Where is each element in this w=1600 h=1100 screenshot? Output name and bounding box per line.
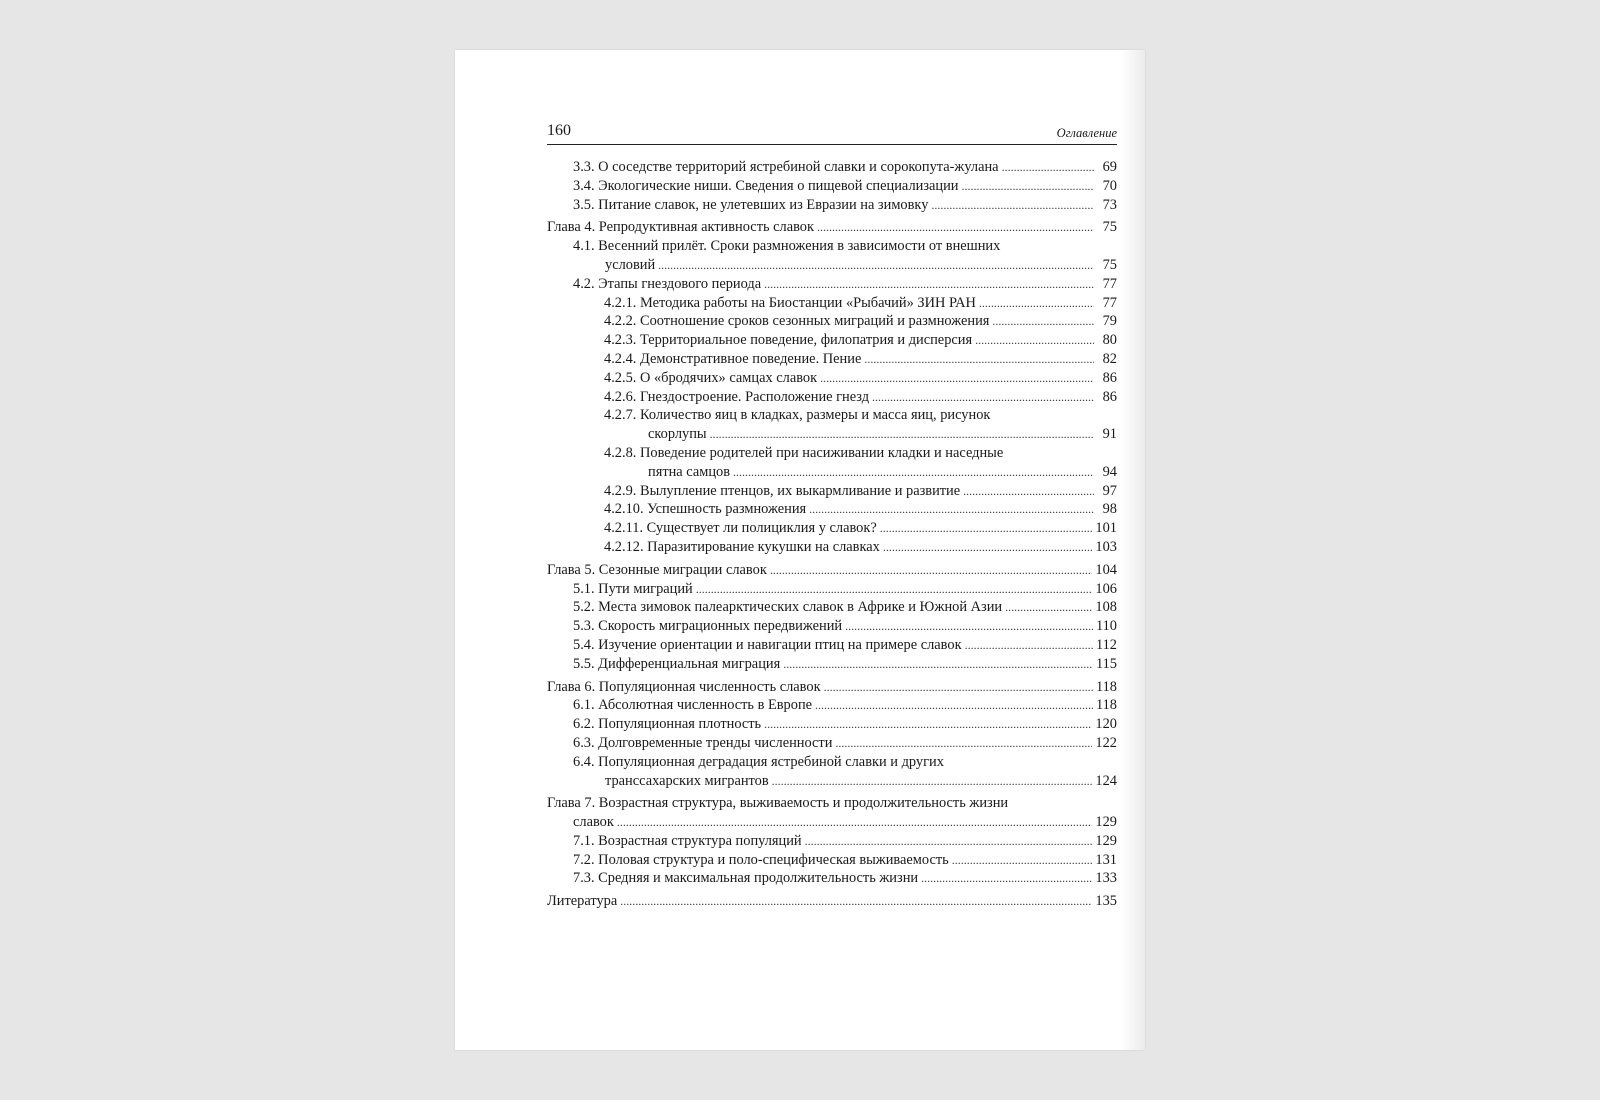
toc-entry-title: 5.1. Пути миграций <box>573 580 693 597</box>
toc-entry-title: 7.3. Средняя и максимальная продолжительность жизни <box>573 870 919 887</box>
toc-entry-title: 5.2. Места зимовок палеарктических славок в Африке и Южной Азии <box>573 599 1003 616</box>
toc-entry-row <box>547 218 1117 237</box>
toc-entry-row <box>547 294 1117 313</box>
dot-leader <box>835 734 1092 753</box>
toc-entry-title: 5.4. Изучение ориентации и навигации птиц на примере славок <box>573 636 962 653</box>
dot-leader <box>872 388 1094 407</box>
toc-page-number: 69 <box>1102 159 1117 175</box>
toc-entry-row <box>547 561 1117 580</box>
toc-entry-row <box>547 655 1117 674</box>
toc-section-entry <box>547 598 1117 617</box>
dot-leader <box>921 869 1092 888</box>
toc-entry-row <box>547 851 1117 870</box>
toc-entry-row <box>547 715 1117 734</box>
table-of-contents <box>547 158 1117 911</box>
toc-entry-title: 4.2.12. Паразитирование кукушки на славках <box>604 538 880 555</box>
dot-leader <box>963 482 1094 501</box>
toc-page-number: 77 <box>1102 275 1117 292</box>
toc-entry-title: 4.2.8. Поведение родителей при насиживании кладки и наседные <box>604 444 1004 461</box>
toc-entry-first-line <box>547 237 1117 256</box>
toc-subsection-entry <box>547 331 1117 350</box>
toc-entry-title: 4.2.3. Территориальное поведение, филопатрия и дисперсия <box>604 332 973 349</box>
toc-entry-title: Литература <box>547 893 618 910</box>
page-number: 160 <box>547 122 571 139</box>
toc-entry-row <box>547 636 1117 655</box>
toc-entry-title: 3.4. Экологические ниши. Сведения о пищевой специализации <box>573 177 959 194</box>
toc-page-number: 108 <box>1095 599 1117 616</box>
toc-page-number: 131 <box>1095 851 1117 868</box>
toc-page-number: 82 <box>1102 350 1117 367</box>
toc-entry-title: 4.2.10. Успешность размножения <box>604 501 807 518</box>
toc-entry-title: 4.2.7. Количество яиц в кладках, размеры и масса яиц, рисунок <box>604 407 991 424</box>
toc-page-number: 98 <box>1102 501 1117 518</box>
dot-leader <box>809 500 1094 519</box>
toc-entry-title: 4.1. Весенний прилёт. Сроки размножения в зависимости от внешних <box>573 238 1001 255</box>
toc-entry-row <box>547 538 1117 557</box>
dot-leader <box>733 463 1094 482</box>
toc-entry-row <box>547 869 1117 888</box>
toc-section-entry <box>547 636 1117 655</box>
toc-entry-row <box>547 425 1117 444</box>
toc-entry-title: 4.2.6. Гнездостроение. Расположение гнезд <box>604 388 870 405</box>
dot-leader <box>820 369 1094 388</box>
toc-entry-title: Глава 4. Репродуктивная активность славок <box>547 219 814 236</box>
toc-page-number: 106 <box>1095 580 1117 597</box>
toc-entry-row <box>547 331 1117 350</box>
toc-entry-row <box>547 388 1117 407</box>
toc-entry-title: 6.1. Абсолютная численность в Европе <box>573 697 813 714</box>
dot-leader <box>979 294 1094 313</box>
toc-section-entry <box>547 734 1117 753</box>
book-page <box>455 50 1145 1050</box>
toc-page-number: 101 <box>1095 520 1117 537</box>
toc-entry-title: 3.3. О соседстве территорий ястребиной славки и сорокопута-жулана <box>573 159 999 175</box>
toc-entry-row <box>547 519 1117 538</box>
dot-leader <box>620 892 1092 911</box>
toc-page-number: 77 <box>1102 294 1117 311</box>
toc-section-entry <box>547 696 1117 715</box>
toc-entry-title: 4.2.2. Соотношение сроков сезонных миграций и размножения <box>604 313 990 330</box>
toc-page-number: 124 <box>1095 772 1117 789</box>
toc-subsection-entry <box>547 312 1117 331</box>
toc-section-entry <box>547 580 1117 599</box>
toc-page-number: 70 <box>1102 177 1117 194</box>
toc-chapter-entry <box>547 218 1117 237</box>
toc-section-entry <box>547 655 1117 674</box>
dot-leader <box>783 655 1093 674</box>
toc-page-number: 97 <box>1102 482 1117 499</box>
toc-entry-title: 5.3. Скорость миграционных передвижений <box>573 618 843 635</box>
toc-section-entry <box>547 869 1117 888</box>
toc-entry-title: 6.3. Долговременные тренды численности <box>573 734 833 751</box>
toc-page-number: 129 <box>1095 832 1117 849</box>
toc-entry-row <box>547 463 1117 482</box>
toc-entry-row <box>547 482 1117 501</box>
dot-leader <box>931 196 1094 215</box>
dot-leader <box>1002 158 1094 177</box>
toc-entry-title: 3.5. Питание славок, не улетевших из Евразии на зимовку <box>573 196 929 213</box>
dot-leader <box>883 538 1093 557</box>
toc-subsection-entry <box>547 350 1117 369</box>
toc-entry-row <box>547 369 1117 388</box>
toc-entry-title: Глава 5. Сезонные миграции славок <box>547 561 767 578</box>
dot-leader <box>658 256 1094 275</box>
toc-page-number: 103 <box>1095 538 1117 555</box>
dot-leader <box>824 678 1093 697</box>
toc-entry-title: 4.2.9. Вылупление птенцов, их выкармливание и развитие <box>604 482 961 499</box>
toc-entry-title: Глава 7. Возрастная структура, выживаемость и продолжительность жизни <box>547 795 1009 812</box>
dot-leader <box>764 715 1092 734</box>
toc-entry-row <box>547 813 1117 832</box>
toc-entry-row <box>547 196 1117 215</box>
toc-entry-continuation: славок <box>573 814 614 831</box>
toc-section-entry <box>547 851 1117 870</box>
dot-leader <box>817 218 1094 237</box>
toc-entry-continuation: скорлупы <box>648 426 707 443</box>
toc-subsection-entry <box>547 482 1117 501</box>
toc-page-number: 135 <box>1095 893 1117 910</box>
toc-entry-title: 6.4. Популяционная деградация ястребиной славки и других <box>573 753 944 770</box>
toc-section-entry <box>547 715 1117 734</box>
toc-page-number: 110 <box>1095 618 1117 635</box>
dot-leader <box>962 177 1095 196</box>
dot-leader <box>864 350 1094 369</box>
toc-entry-title: 4.2.1. Методика работы на Биостанции «Рыбачий» ЗИН РАН <box>604 294 976 311</box>
dot-leader <box>772 772 1093 791</box>
toc-entry-title: Глава 6. Популяционная численность славок <box>547 678 821 695</box>
toc-page-number: 112 <box>1095 636 1117 653</box>
toc-subsection-entry <box>547 444 1117 482</box>
toc-entry-row <box>547 832 1117 851</box>
toc-entry-row <box>547 158 1117 177</box>
toc-subsection-entry <box>547 500 1117 519</box>
toc-entry-row <box>547 892 1117 911</box>
toc-page-number: 133 <box>1095 870 1117 887</box>
toc-entry-row <box>547 598 1117 617</box>
toc-entry-title: 4.2.5. О «бродячих» самцах славок <box>604 369 818 386</box>
toc-chapter-entry <box>547 678 1117 697</box>
toc-page-number: 122 <box>1095 734 1117 751</box>
toc-entry-title: 7.2. Половая структура и поло-специфическая выживаемость <box>573 851 949 868</box>
toc-section-entry <box>547 158 1117 177</box>
dot-leader <box>815 696 1093 715</box>
dot-leader <box>975 331 1094 350</box>
toc-page-number: 120 <box>1095 716 1117 733</box>
toc-entry-continuation: транссахарских мигрантов <box>605 772 769 789</box>
dot-leader <box>617 813 1093 832</box>
dot-leader <box>805 832 1093 851</box>
toc-page-number: 118 <box>1095 678 1117 695</box>
dot-leader <box>764 275 1094 294</box>
toc-entry-title: 6.2. Популяционная плотность <box>573 716 762 733</box>
toc-entry-row <box>547 350 1117 369</box>
toc-entry-row <box>547 580 1117 599</box>
toc-page-number: 104 <box>1095 561 1117 578</box>
toc-entry-title: 7.1. Возрастная структура популяций <box>573 832 802 849</box>
dot-leader <box>845 617 1093 636</box>
toc-page-number: 79 <box>1102 313 1117 330</box>
toc-subsection-entry <box>547 388 1117 407</box>
toc-chapter-entry <box>547 794 1117 832</box>
toc-entry-first-line <box>547 444 1117 463</box>
toc-subsection-entry <box>547 406 1117 444</box>
toc-entry-row <box>547 772 1117 791</box>
toc-page-number: 118 <box>1095 697 1117 714</box>
toc-entry-row <box>547 177 1117 196</box>
toc-entry-continuation: пятна самцов <box>648 463 731 480</box>
toc-chapter-entry <box>547 561 1117 580</box>
dot-leader <box>992 312 1094 331</box>
toc-entry-title: 4.2. Этапы гнездового периода <box>573 275 762 292</box>
dot-leader <box>880 519 1093 538</box>
toc-subsection-entry <box>547 519 1117 538</box>
dot-leader <box>710 425 1094 444</box>
toc-section-entry <box>547 196 1117 215</box>
toc-entry-row <box>547 500 1117 519</box>
toc-entry-first-line <box>547 406 1117 425</box>
dot-leader <box>770 561 1093 580</box>
toc-chapter-entry <box>547 892 1117 911</box>
toc-entry-row <box>547 617 1117 636</box>
toc-page-number: 80 <box>1102 332 1117 349</box>
running-title: Оглавление <box>1056 126 1117 140</box>
toc-entry-row <box>547 734 1117 753</box>
toc-subsection-entry <box>547 369 1117 388</box>
toc-page-number: 86 <box>1102 369 1117 386</box>
toc-section-entry <box>547 753 1117 791</box>
toc-page-number: 73 <box>1102 196 1117 213</box>
toc-page-number: 75 <box>1102 256 1117 273</box>
toc-section-entry <box>547 237 1117 275</box>
toc-entry-row <box>547 256 1117 275</box>
toc-page-number: 75 <box>1102 219 1117 236</box>
toc-section-entry <box>547 177 1117 196</box>
toc-entry-row <box>547 312 1117 331</box>
dot-leader <box>965 636 1093 655</box>
toc-subsection-entry <box>547 538 1117 557</box>
toc-page-number: 91 <box>1102 426 1117 443</box>
toc-entry-title: 4.2.11. Существует ли полициклия у славок? <box>604 520 877 537</box>
dot-leader <box>696 580 1093 599</box>
toc-page-number: 86 <box>1102 388 1117 405</box>
toc-page-number: 115 <box>1095 655 1117 672</box>
toc-entry-continuation: условий <box>605 256 656 273</box>
toc-section-entry <box>547 617 1117 636</box>
toc-entry-title: 5.5. Дифференциальная миграция <box>573 655 781 672</box>
toc-section-entry <box>547 275 1117 294</box>
toc-entry-first-line <box>547 794 1117 813</box>
toc-page-number: 94 <box>1102 463 1117 480</box>
dot-leader <box>1005 598 1092 617</box>
toc-section-entry <box>547 832 1117 851</box>
toc-entry-row <box>547 696 1117 715</box>
toc-entry-row <box>547 275 1117 294</box>
page-header <box>547 122 1117 145</box>
toc-entry-title: 4.2.4. Демонстративное поведение. Пение <box>604 350 862 367</box>
dot-leader <box>952 851 1093 870</box>
toc-entry-row <box>547 678 1117 697</box>
toc-subsection-entry <box>547 294 1117 313</box>
toc-page-number: 129 <box>1095 814 1117 831</box>
toc-entry-first-line <box>547 753 1117 772</box>
